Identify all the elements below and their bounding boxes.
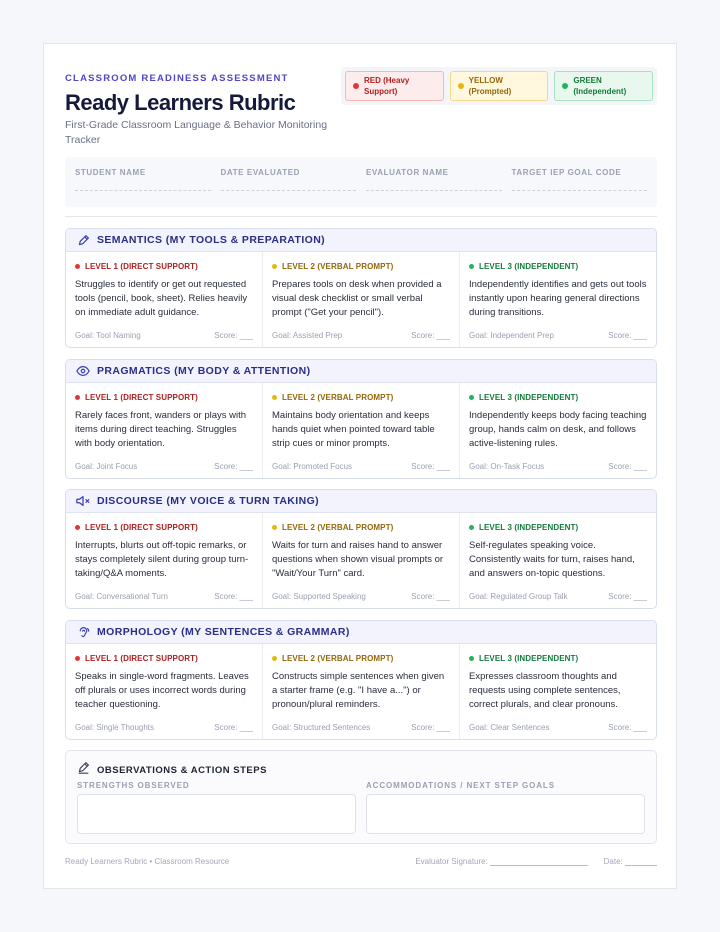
section-header [66, 360, 656, 383]
meta-blank-line [366, 190, 502, 191]
score-field[interactable]: Score: ___ [608, 592, 647, 601]
next-steps-textarea[interactable] [366, 794, 645, 834]
level-description: Independently keeps body facing teaching group, hands calm on desk, and follows active-listening rules. [469, 410, 647, 449]
eyebrow-label: CLASSROOM READINESS ASSESSMENT [65, 73, 289, 84]
level-description: Self-regulates speaking voice. Consistently waits for turn, raises hand, and answers on-topic questions. [469, 540, 635, 579]
level-label: LEVEL 2 (VERBAL PROMPT) [282, 523, 394, 532]
score-field[interactable]: Score: ___ [411, 462, 450, 471]
green-dot-icon [469, 395, 474, 400]
section-header [66, 621, 656, 644]
green-dot-icon [469, 264, 474, 269]
eye-icon [76, 364, 90, 378]
level-1-cell [66, 644, 263, 740]
level-badge [469, 262, 647, 271]
goal-label: Goal: Assisted Prep [272, 331, 343, 340]
level-2-cell [263, 644, 460, 740]
score-field[interactable]: Score: ___ [214, 592, 253, 601]
yellow-dot-icon [272, 264, 277, 269]
observations-panel [65, 750, 657, 844]
footer-credit: Ready Learners Rubric • Classroom Resource [65, 857, 230, 866]
legend-green [554, 71, 653, 101]
level-2-cell [263, 383, 460, 479]
level-1-cell [66, 252, 263, 348]
level-description: Maintains body orientation and keeps hands quiet when pointed toward table strip cues or minor prompts. [272, 410, 435, 449]
level-2-cell [263, 252, 460, 348]
section-semantics [65, 228, 657, 348]
strengths-column [77, 781, 356, 834]
level-label: LEVEL 1 (DIRECT SUPPORT) [85, 262, 198, 271]
goal-label: Goal: Conversational Turn [75, 592, 168, 601]
section-header [66, 229, 656, 252]
student-name-field[interactable] [75, 157, 211, 207]
section-title: SEMANTICS (MY TOOLS & PREPARATION) [97, 234, 326, 246]
page-subtitle: First-Grade Classroom Language & Behavior Monitoring Tracker [65, 119, 328, 146]
level-label: LEVEL 2 (VERBAL PROMPT) [282, 654, 394, 663]
red-dot-icon [75, 395, 80, 400]
green-dot-icon [469, 656, 474, 661]
red-dot-icon [353, 83, 359, 89]
level-3-cell [460, 252, 656, 348]
goal-label: Goal: Independent Prep [469, 331, 554, 340]
level-3-cell [460, 383, 656, 479]
meta-blank-line [75, 190, 211, 191]
level-3-cell [460, 644, 656, 740]
level-badge [75, 262, 253, 271]
score-field[interactable]: Score: ___ [411, 331, 450, 340]
section-discourse [65, 489, 657, 609]
section-title: PRAGMATICS (MY BODY & ATTENTION) [97, 365, 311, 377]
date-line[interactable] [625, 865, 657, 866]
level-badge [469, 393, 647, 402]
level-badge [75, 654, 253, 663]
strengths-textarea[interactable] [77, 794, 356, 834]
level-badge [272, 393, 450, 402]
pencil-icon [77, 761, 90, 779]
level-description: Prepares tools on desk when provided a visual desk checklist or small verbal prompt ("Get your pencil"). [272, 279, 442, 318]
goal-label: Goal: Promoted Focus [272, 462, 353, 471]
yellow-dot-icon [272, 395, 277, 400]
meta-label: DATE EVALUATED [220, 168, 301, 177]
legend-yellow-label: YELLOW (Prompted) [468, 76, 512, 96]
green-dot-icon [469, 525, 474, 530]
goal-label: Goal: Tool Naming [75, 331, 141, 340]
score-field[interactable]: Score: ___ [214, 723, 253, 732]
legend-red [345, 71, 444, 101]
level-description: Rarely faces front, wanders or plays with items during direct teaching. Struggles with body orientation. [75, 410, 247, 449]
meta-label: EVALUATOR NAME [366, 168, 449, 177]
score-field[interactable]: Score: ___ [608, 331, 647, 340]
red-dot-icon [75, 656, 80, 661]
level-description: Waits for turn and raises hand to answer questions when shown visual prompts or "Wait/Your Turn" card. [272, 540, 444, 579]
next-steps-label: ACCOMMODATIONS / NEXT STEP GOALS [366, 781, 555, 790]
score-field[interactable]: Score: ___ [411, 592, 450, 601]
page-title: Ready Learners Rubric [65, 90, 296, 115]
meta-blank-line [512, 190, 648, 191]
yellow-dot-icon [272, 656, 277, 661]
level-label: LEVEL 1 (DIRECT SUPPORT) [85, 654, 198, 663]
ear-icon [76, 625, 90, 639]
level-description: Constructs simple sentences when given a starter frame (e.g. "I have a...") or pronoun/plural reminders. [272, 671, 445, 710]
strengths-label: STRENGTHS OBSERVED [77, 781, 190, 790]
level-3-cell [460, 513, 656, 609]
legend-yellow [450, 71, 549, 101]
goal-label: Goal: Joint Focus [75, 462, 138, 471]
red-dot-icon [75, 264, 80, 269]
date-label: Date: [603, 857, 623, 866]
legend-green-label: GREEN (Independent) [573, 76, 627, 96]
goal-label: Goal: Single Thoughts [75, 723, 155, 732]
score-field[interactable]: Score: ___ [411, 723, 450, 732]
observations-title: OBSERVATIONS & ACTION STEPS [97, 764, 267, 776]
color-legend [341, 67, 657, 105]
level-description: Expresses classroom thoughts and requests using complete sentences, correct plurals, and clear pronouns. [469, 671, 621, 710]
level-label: LEVEL 3 (INDEPENDENT) [479, 654, 579, 663]
level-badge [272, 523, 450, 532]
goal-label: Goal: Structured Sentences [272, 723, 371, 732]
yellow-dot-icon [458, 83, 464, 89]
score-field[interactable]: Score: ___ [608, 462, 647, 471]
legend-red-label: RED (Heavy Support) [364, 76, 410, 96]
goal-label: Goal: Regulated Group Talk [469, 592, 568, 601]
level-badge [469, 523, 647, 532]
level-description: Interrupts, blurts out off-topic remarks, or stays completely silent during group turn-taking/Q&A moments. [75, 540, 249, 579]
goal-label: Goal: On-Task Focus [469, 462, 545, 471]
observations-header [77, 761, 267, 779]
level-label: LEVEL 2 (VERBAL PROMPT) [282, 393, 394, 402]
section-morphology [65, 620, 657, 740]
score-field[interactable]: Score: ___ [214, 462, 253, 471]
meta-blank-line [221, 190, 357, 191]
rubric-sheet [43, 43, 677, 889]
level-1-cell [66, 513, 263, 609]
student-info-fields [65, 157, 657, 207]
meta-label: TARGET IEP GOAL CODE [511, 168, 622, 177]
level-1-cell [66, 383, 263, 479]
footer-signature [415, 857, 657, 866]
red-dot-icon [75, 525, 80, 530]
header-divider [65, 216, 657, 217]
level-label: LEVEL 2 (VERBAL PROMPT) [282, 262, 394, 271]
level-label: LEVEL 1 (DIRECT SUPPORT) [85, 393, 198, 402]
level-label: LEVEL 3 (INDEPENDENT) [479, 393, 579, 402]
signature-label: Evaluator Signature: [415, 857, 488, 866]
pencil-icon [76, 233, 90, 247]
next-steps-column [366, 781, 645, 834]
level-description: Independently identifies and gets out tools instantly upon hearing general directions during transitions. [469, 279, 647, 318]
evaluator-name-field[interactable] [366, 157, 502, 207]
score-field[interactable]: Score: ___ [608, 723, 647, 732]
score-field[interactable]: Score: ___ [214, 331, 253, 340]
section-title: DISCOURSE (MY VOICE & TURN TAKING) [97, 495, 320, 507]
level-label: LEVEL 3 (INDEPENDENT) [479, 262, 579, 271]
date-evaluated-field[interactable] [221, 157, 357, 207]
goal-label: Goal: Supported Speaking [272, 592, 366, 601]
section-pragmatics [65, 359, 657, 479]
level-badge [75, 523, 253, 532]
level-label: LEVEL 1 (DIRECT SUPPORT) [85, 523, 198, 532]
level-badge [272, 654, 450, 663]
speaker-mute-icon [76, 494, 90, 508]
level-badge [272, 262, 450, 271]
level-2-cell [263, 513, 460, 609]
goal-label: Goal: Clear Sentences [469, 723, 550, 732]
green-dot-icon [562, 83, 568, 89]
level-badge [469, 654, 647, 663]
iep-goal-code-field[interactable] [512, 157, 648, 207]
yellow-dot-icon [272, 525, 277, 530]
section-header [66, 490, 656, 513]
meta-label: STUDENT NAME [75, 168, 146, 177]
level-label: LEVEL 3 (INDEPENDENT) [479, 523, 579, 532]
signature-line[interactable] [490, 865, 588, 866]
level-badge [75, 393, 253, 402]
level-description: Speaks in single-word fragments. Leaves off plurals or uses incorrect words during teacher questioning. [75, 671, 249, 710]
level-description: Struggles to identify or get out requested tools (pencil, book, sheet). Relies heavily on immediate adult guidance. [75, 279, 248, 318]
section-title: MORPHOLOGY (MY SENTENCES & GRAMMAR) [97, 626, 350, 638]
